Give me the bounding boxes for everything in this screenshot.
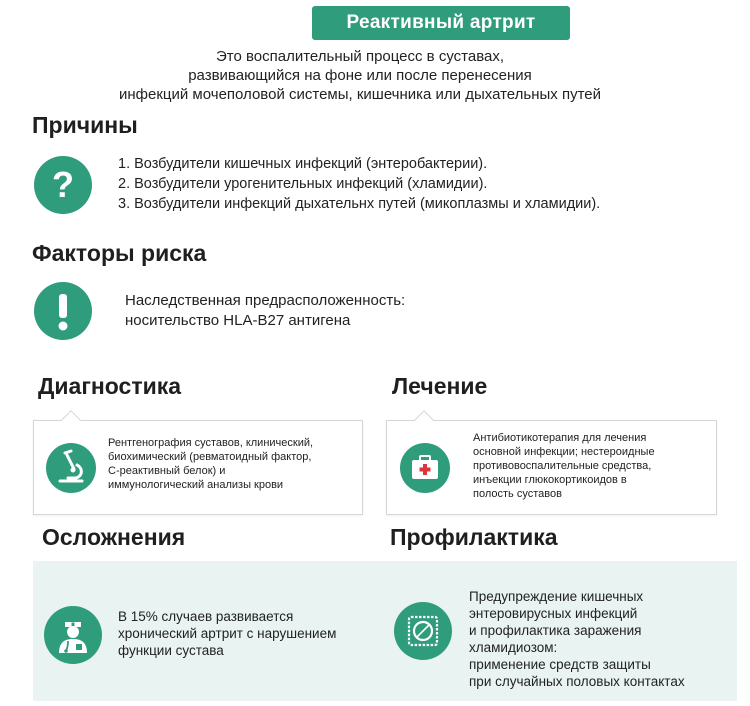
treatment-line: основной инфекции; нестероидные <box>473 446 655 458</box>
complications-line: В 15% случаев развивается <box>118 609 294 624</box>
list-item: 3. Возбудители инфекций дыхательнх путей (микоплазмы и хламидии). <box>118 196 601 212</box>
treatment-line: противовоспалительные средства, <box>473 460 652 472</box>
list-item: 2. Возбудители урогенительных инфекций (хламидии). <box>118 176 488 192</box>
prevention-line: хламидиозом: <box>469 640 558 655</box>
prevention-line: при случайных половых контактах <box>469 674 685 689</box>
risk-factors-heading: Факторы риска <box>32 240 207 266</box>
causes-list <box>118 154 600 214</box>
risk-line: носительство HLA-B27 антигена <box>125 312 351 329</box>
prevention-line: и профилактика заражения <box>469 623 642 638</box>
intro-text <box>60 47 660 104</box>
treatment-card <box>386 420 717 515</box>
card-notch <box>414 410 434 430</box>
diagnostics-line: иммунологический анализы крови <box>108 479 284 491</box>
intro-line: Это воспалительный процесс в суставах, <box>215 48 505 65</box>
medical-kit-icon <box>400 443 450 493</box>
list-item: 1. Возбудители кишечных инфекций (энтеробактерии). <box>118 156 488 172</box>
treatment-line: полость суставов <box>473 488 562 500</box>
treatment-line: инъекции глюкокортикоидов в <box>473 474 627 486</box>
treatment-text <box>473 431 713 501</box>
treatment-line: Антибиотикотерапия для лечения <box>473 432 647 444</box>
page-title: Реактивный артрит <box>312 6 570 40</box>
prevention-line: энтеровирусных инфекций <box>469 606 638 621</box>
doctor-icon <box>44 606 102 664</box>
question-mark-icon <box>34 156 92 214</box>
intro-line: развивающийся на фоне или после перенесения <box>188 67 532 84</box>
card-notch <box>61 410 81 430</box>
diagnostics-line: биохимический (ревматоидный фактор, <box>108 451 312 463</box>
condom-package-icon <box>394 602 452 660</box>
complications-heading: Осложнения <box>42 524 186 550</box>
diagnostics-line: Рентгенография суставов, клинический, <box>108 437 314 449</box>
bottom-band <box>33 561 737 701</box>
diagnostics-card <box>33 420 363 515</box>
causes-heading: Причины <box>32 112 138 138</box>
risk-line: Наследственная предрасположенность: <box>125 292 406 309</box>
diagnostics-heading: Диагностика <box>38 373 182 399</box>
microscope-icon <box>46 443 96 493</box>
treatment-heading: Лечение <box>392 373 488 399</box>
diagnostics-line: С-реактивный белок) и <box>108 465 226 477</box>
risk-factors-text <box>125 291 545 331</box>
prevention-text <box>469 588 737 690</box>
prevention-heading: Профилактика <box>390 524 558 550</box>
prevention-line: применение средств защиты <box>469 657 651 672</box>
complications-line: хронический артрит с нарушением <box>118 626 337 641</box>
intro-line: инфекций мочеполовой системы, кишечника или дыхательных путей <box>119 86 601 103</box>
complications-line: функции сустава <box>118 643 224 658</box>
exclamation-icon <box>34 282 92 340</box>
prevention-line: Предупреждение кишечных <box>469 589 644 604</box>
complications-text <box>118 608 398 659</box>
svg-text:?: ? <box>52 164 74 205</box>
diagnostics-text <box>108 436 363 492</box>
